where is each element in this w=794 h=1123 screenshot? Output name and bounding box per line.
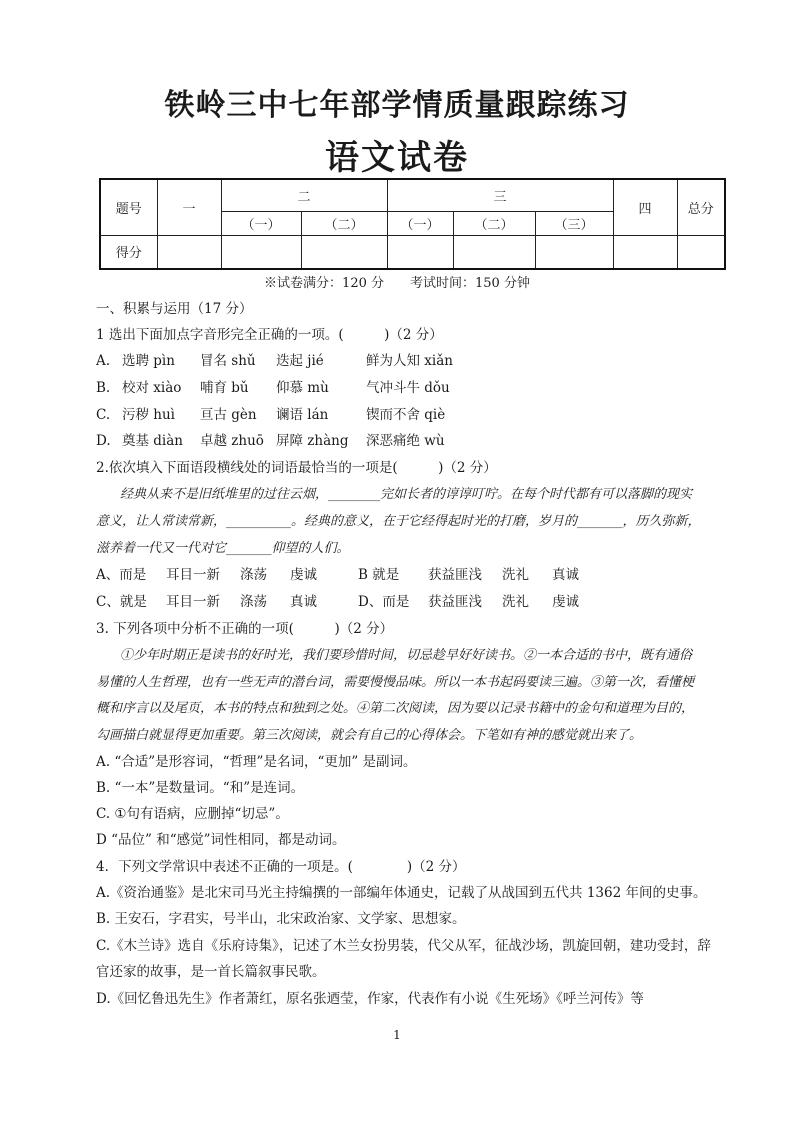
passage-line: ①少年时期正是读书的好时光，我们要珍惜时间，切忌趁早好好读书。②一本合适的书中，既有通俗 xyxy=(120,648,693,663)
option-c-continued: 官还家的故事，是一首长篇叙事民歌。 xyxy=(96,964,326,980)
score-input-cell[interactable] xyxy=(535,235,613,269)
score-input-cell[interactable] xyxy=(613,235,677,269)
exam-note: ※试卷满分：120 分 考试时间：150 分钟 xyxy=(264,276,530,291)
option-b: B. 王安石，字君实，号半山，北宋政治家、文学家、思想家。 xyxy=(96,911,466,927)
option-row-d xyxy=(96,432,445,450)
option-item: 鲜为人知 xiǎn xyxy=(366,353,453,369)
option-row-c xyxy=(96,593,579,611)
score-input-cell[interactable] xyxy=(453,235,535,269)
option-item: 真诚 xyxy=(552,567,579,583)
option-row-a xyxy=(96,352,453,370)
option-a: A. “合适”是形容词，“哲理”是名词，“更加” 是副词。 xyxy=(96,754,417,770)
option-item: 耳目一新 xyxy=(166,594,220,610)
option-item: 奠基 diàn xyxy=(122,433,183,449)
option-c: C. ①句有语病，应删掉“切忌”。 xyxy=(96,806,289,822)
option-item: 虔诚 xyxy=(290,567,317,583)
option-item: 获益匪浅 xyxy=(428,567,482,583)
option-item: 仰慕 mù xyxy=(276,380,329,396)
option-item: 洗礼 xyxy=(502,594,529,610)
score-row-label: 得分 xyxy=(100,235,157,269)
exam-title: 铁岭三中七年部学情质量跟踪练习 xyxy=(164,88,630,123)
score-input-cell[interactable] xyxy=(677,235,725,269)
option-item: 亘古 gèn xyxy=(200,407,257,423)
option-item: 屏障 zhàng xyxy=(276,433,349,449)
option-b: B. “一本”是数量词。“和”是连词。 xyxy=(96,780,305,796)
score-input-cell[interactable] xyxy=(157,235,221,269)
option-item: 气冲斗牛 dǒu xyxy=(366,380,450,396)
sub-cell: （一） xyxy=(387,211,453,235)
option-d: D.《回忆鲁迅先生》作者萧红，原名张迺莹，作家，代表作有小说《生死场》《呼兰河传》等 xyxy=(96,991,644,1007)
option-item: 虔诚 xyxy=(552,594,579,610)
option-c: C.《木兰诗》选自《乐府诗集》，记述了木兰女扮男装，代父从军，征战沙场，凯旋回朝，建功受封，辞 xyxy=(96,938,711,954)
option-item: 涤荡 xyxy=(240,594,267,610)
header-cell-4: 四 xyxy=(613,179,677,235)
sub-cell: （二） xyxy=(453,211,535,235)
option-item: C、就是 xyxy=(96,594,147,610)
passage-line: 易懂的人生哲理，也有一些无声的潜台词，需要慢慢品味。所以一本书起码要读三遍。③第一次，看懂梗 xyxy=(96,675,695,690)
passage-line: 意义，让人常读常新，__________。经典的意义，在于它经得起时光的打磨，岁月的_______，历久弥新， xyxy=(96,514,701,529)
option-item: B 就是 xyxy=(358,567,400,583)
score-input-cell[interactable] xyxy=(387,235,453,269)
option-item: 校对 xiào xyxy=(122,380,182,396)
option-d: D “品位” 和“感觉”词性相同，都是动词。 xyxy=(96,832,346,848)
header-cell-2: 二 xyxy=(221,179,387,211)
option-item: 哺育 bǔ xyxy=(200,380,249,396)
option-row-c xyxy=(96,406,445,424)
option-item: 洗礼 xyxy=(502,567,529,583)
passage-line: 经典从来不是旧纸堆里的过往云烟，________完如长者的谆谆叮咛。在每个时代都有可以落脚的现实 xyxy=(120,487,693,502)
option-letter: B. xyxy=(96,380,111,396)
option-item: 迭起 jié xyxy=(276,353,324,369)
option-row-a xyxy=(96,566,579,584)
option-letter: C. xyxy=(96,407,111,423)
option-letter: A. xyxy=(96,353,111,369)
header-cell-tihao: 题号 xyxy=(100,179,157,235)
option-item: 深恶痛绝 wù xyxy=(366,433,445,449)
score-input-cell[interactable] xyxy=(221,235,301,269)
question-stem: 2.依次填入下面语段横线处的词语最恰当的一项是( )（2 分） xyxy=(96,460,497,476)
option-row-b xyxy=(96,379,450,397)
option-item: 获益匪浅 xyxy=(428,594,482,610)
header-cell-total: 总分 xyxy=(677,179,725,235)
passage-line: 勾画描白就显得更加重要。第三次阅读，就会有自己的心得体会。下笔如有神的感觉就出来了。 xyxy=(96,728,643,743)
option-item: 污秽 huì xyxy=(122,407,175,423)
option-item: D、而是 xyxy=(358,594,410,610)
section-heading: 一、积累与运用（17 分） xyxy=(96,301,253,317)
header-cell-3: 三 xyxy=(387,179,613,211)
option-item: 锲而不舍 qiè xyxy=(366,407,446,423)
sub-cell: （三） xyxy=(535,211,613,235)
question-stem: 4．下列文学常识中表述不正确的一项是。( )（2 分） xyxy=(96,859,466,875)
header-cell-1: 一 xyxy=(157,179,221,235)
option-item: 谰语 lán xyxy=(276,407,329,423)
option-item: 涤荡 xyxy=(240,567,267,583)
option-a: A.《资治通鉴》是北宋司马光主持编撰的一部编年体通史，记载了从战国到五代共 1362 年间的史事。 xyxy=(96,885,707,901)
option-item: A、而是 xyxy=(96,567,147,583)
sub-cell: （二） xyxy=(301,211,387,235)
option-item: 选聘 pìn xyxy=(122,353,175,369)
option-letter: D. xyxy=(96,433,111,449)
option-item: 真诚 xyxy=(290,594,317,610)
passage-line: 滋养着一代又一代对它_______仰望的人们。 xyxy=(96,541,350,556)
page-number: 1 xyxy=(393,1028,401,1042)
option-item: 冒名 shǔ xyxy=(200,353,256,369)
option-item: 耳目一新 xyxy=(166,567,220,583)
score-input-cell[interactable] xyxy=(301,235,387,269)
option-item: 卓越 zhuō xyxy=(200,433,264,449)
score-table xyxy=(99,178,726,270)
exam-subject: 语文试卷 xyxy=(325,138,469,178)
question-stem: 1 选出下面加点字音形完全正确的一项。( )（2 分） xyxy=(96,327,443,343)
sub-cell: （一） xyxy=(221,211,301,235)
question-stem: 3. 下列各项中分析不正确的一项( )（2 分） xyxy=(96,621,394,637)
passage-line: 概和序言以及尾页，本书的特点和独到之处。④第二次阅读，因为要以记录书籍中的金句和道理为目的， xyxy=(96,701,695,716)
